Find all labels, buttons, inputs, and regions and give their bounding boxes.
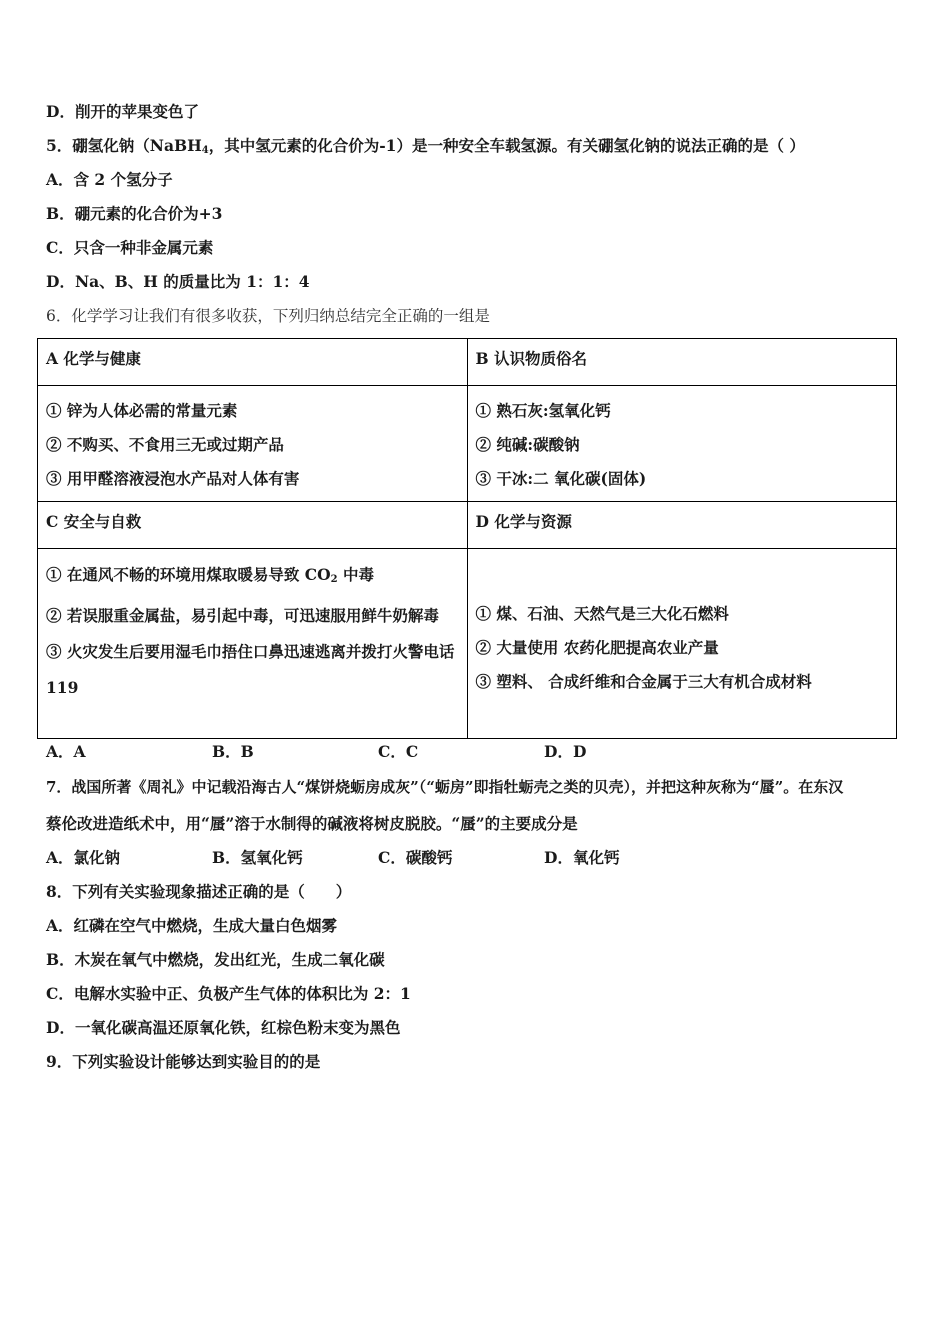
q8-option-d: D．一氧化碳高温还原氧化铁，红棕色粉末变为黑色 <box>46 1018 401 1037</box>
q7-option: D．氧化钙 <box>544 848 620 867</box>
cell-c-body <box>38 549 468 739</box>
q6-option: C．C <box>378 742 419 761</box>
q7-option: A．氯化钠 <box>46 848 121 867</box>
c-item: ③ 火灾发生后要用湿毛巾捂住口鼻迅速逃离并拨打火警电话 119 <box>46 642 455 697</box>
d-item: ① 煤、石油、天然气是三大化石燃料 <box>475 603 729 623</box>
q8-option-b: B．木炭在氧气中燃烧，发出红光，生成二氧化碳 <box>46 950 385 969</box>
b-item: ③ 干冰:二 氧化碳(固体) <box>475 469 647 488</box>
cell-b-title: B 认识物质俗名 <box>467 339 897 386</box>
c-item: ① 在通风不畅的环境用煤取暖易导致 $CO_2$ 中毒 <box>46 565 375 585</box>
b-item: ② 纯碱:碳酸钠 <box>475 435 580 454</box>
q8-stem: 8．下列有关实验现象描述正确的是（ ） <box>46 882 352 901</box>
q6-option: B．B <box>212 742 254 761</box>
cell-d-body <box>467 549 897 739</box>
q9-stem: 9．下列实验设计能够达到实验目的的是 <box>46 1052 321 1071</box>
q5-option-a: A．含 2 个氢分子 <box>46 170 173 189</box>
cell-d-title: D 化学与资源 <box>467 502 897 549</box>
q8-option-a: A．红磷在空气中燃烧，生成大量白色烟雾 <box>46 916 338 935</box>
q7-option: B．氢氧化钙 <box>212 848 303 867</box>
d-item: ② 大量使用 农药化肥提高农业产量 <box>475 637 719 657</box>
q7-option: C．碳酸钙 <box>378 848 453 867</box>
q8-option-c: C．电解水实验中正、负极产生气体的体积比为 2：1 <box>46 984 411 1003</box>
cell-a-body <box>38 386 468 502</box>
q6-option: A．A <box>46 742 86 761</box>
a-item: ③ 用甲醛溶液浸泡水产品对人体有害 <box>46 469 300 488</box>
q4-option-d: D．削开的苹果变色了 <box>46 102 199 121</box>
q7-stem-line2: 蔡伦改进造纸术中，用“蜃”溶于水制得的碱液将树皮脱胶。“蜃”的主要成分是 <box>46 814 578 833</box>
q6-options <box>46 742 710 762</box>
q6-stem: 6．化学学习让我们有很多收获，下列归纳总结完全正确的一组是 <box>46 307 490 325</box>
q5-option-c: C．只含一种非金属元素 <box>46 238 214 257</box>
d-item: ③ 塑料、 合成纤维和合金属于三大有机合成材料 <box>475 671 812 691</box>
q5-option-d: D．Na、B、H 的质量比为 1：1：4 <box>46 272 310 291</box>
c-item: ② 若误服重金属盐，易引起中毒，可迅速服用鲜牛奶解毒 <box>46 606 439 625</box>
a-item: ② 不购买、不食用三无或过期产品 <box>46 435 284 454</box>
q6-table <box>37 338 897 739</box>
cell-b-body <box>467 386 897 502</box>
q5-option-b: B．硼元素的化合价为+3 <box>46 204 223 223</box>
cell-a-title: A 化学与健康 <box>38 339 468 386</box>
b-item: ① 熟石灰:氢氧化钙 <box>475 401 611 420</box>
q5-stem: 5．硼氢化钠（NaBH$_4$，其中氢元素的化合价为-1）是一种安全车载氢源。有关硼氢化钠的说法正确的是（ ） <box>46 136 805 156</box>
a-item: ① 锌为人体必需的常量元素 <box>46 401 238 420</box>
q7-stem-line1: 7．战国所著《周礼》中记载沿海古人“煤饼烧蛎房成灰”（“蛎房”即指牡蛎壳之类的贝壳），并把这种灰称为“蜃”。在东汉 <box>46 778 844 796</box>
q7-options <box>46 848 710 868</box>
cell-c-title: C 安全与自救 <box>38 502 468 549</box>
q6-option: D．D <box>544 742 587 761</box>
